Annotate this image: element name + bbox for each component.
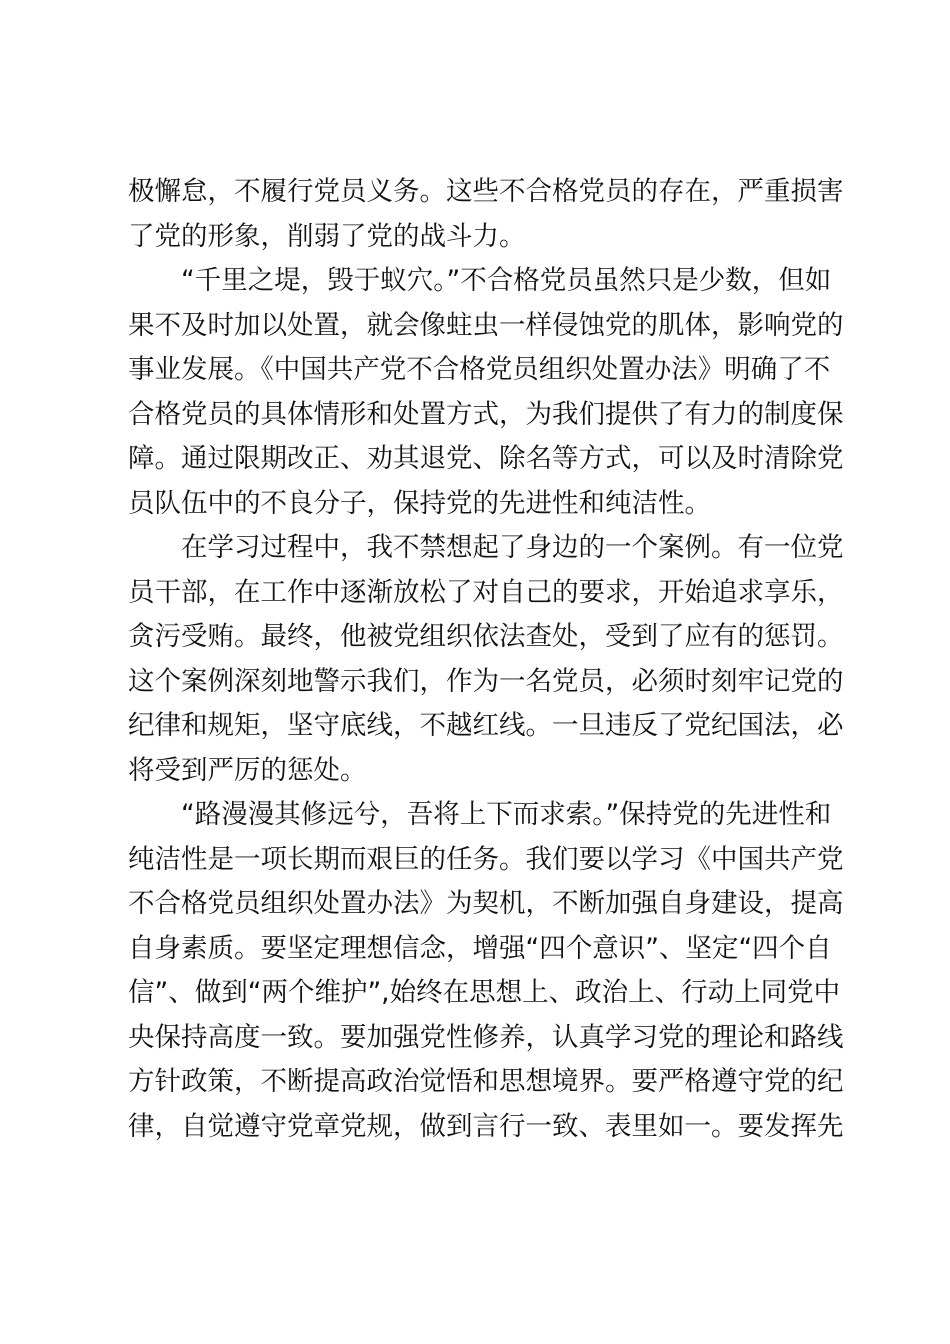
text-line: 纯洁性是一项长期而艰巨的任务。我们要以学习《中国共产党	[128, 843, 844, 875]
text-line: 了党的形象，削弱了党的战斗力。	[128, 220, 526, 252]
paragraph-first-line: “千里之堤，毁于蚁穴。”不合格党员虽然只是少数，但如	[181, 265, 832, 296]
text-line: 不合格党员组织处置办法》为契机，不断加强自身建设，提高	[128, 888, 844, 919]
text-line: 果不及时加以处置，就会像蛀虫一样侵蚀党的肌体，影响党的	[128, 309, 844, 341]
text-line: 合格党员的具体情形和处置方式，为我们提供了有力的制度保	[128, 398, 844, 430]
text-line: 障。通过限期改正、劝其退党、除名等方式，可以及时清除党	[128, 443, 844, 474]
text-line: 将受到严厉的惩处。	[128, 754, 367, 786]
document-body	[128, 170, 844, 1149]
text-line: 央保持高度一致。要加强党性修养，认真学习党的理论和路线	[128, 1021, 844, 1053]
text-line: 信”、做到“两个维护”,始终在思想上、政治上、行动上同党中	[128, 977, 841, 1008]
text-line: 事业发展。《中国共产党不合格党员组织处置办法》明确了不	[128, 354, 831, 385]
text-line: 贪污受贿。最终，他被党组织依法查处，受到了应有的惩罚。	[128, 621, 844, 652]
text-line: 方针政策，不断提高政治觉悟和思想境界。要严格遵守党的纪	[128, 1066, 844, 1097]
text-line: 律，自觉遵守党章党规，做到言行一致、表里如一。要发挥先	[128, 1110, 844, 1142]
text-line: 这个案例深刻地警示我们，作为一名党员，必须时刻牢记党的	[128, 665, 844, 697]
text-line: 员干部，在工作中逐渐放松了对自己的要求，开始追求享乐，	[128, 576, 844, 608]
text-line: 自身素质。要坚定理想信念，增强“四个意识”、坚定“四个自	[128, 932, 832, 964]
text-line: 员队伍中的不良分子，保持党的先进性和纯洁性。	[128, 487, 711, 519]
paragraph-first-line: “路漫漫其修远兮，吾将上下而求索。”保持党的先进性和	[181, 799, 832, 830]
text-line: 纪律和规矩，坚守底线，不越红线。一旦违反了党纪国法，必	[128, 710, 844, 741]
paragraph-first-line: 在学习过程中，我不禁想起了身边的一个案例。有一位党	[181, 532, 844, 563]
text-line: 极懈怠，不履行党员义务。这些不合格党员的存在，严重损害	[128, 176, 844, 207]
